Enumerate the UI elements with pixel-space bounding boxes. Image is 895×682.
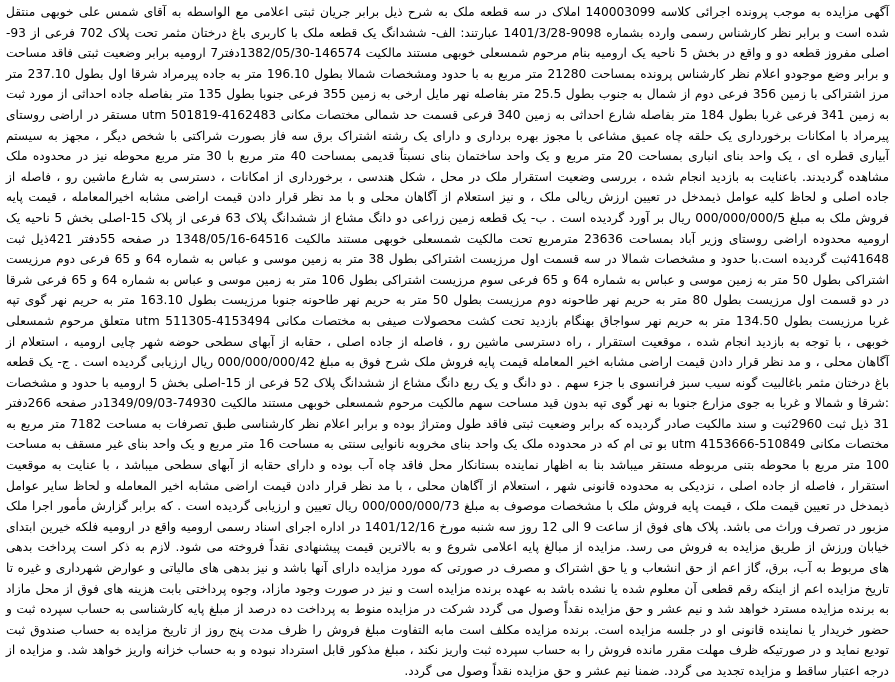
auction-notice-text: آگهی مزایده به موجب پرونده اجرائی کلاسه 140003099 املاک در سه قطعه ملک به شرح ذیل برابر جریان ثبتی اعلامی مع الواسطه به آقای شمس علی خوبهی منتقل شده است و برابر نظر کارشناس رسمی وارده بشماره 9098-1401/3/28 عبارتند: الف- ششدانگ یک قطعه ملک با کاربری باغ درختان مثمر تحت پلاک 702 فرعی از 93-اصلی مفروز قطعه دو و واقع در بخش 5 ناحیه یک ارومیه بنام مرحوم شمسعلی خوبهی مستند مالکیت 146574-1382/05/30دفتر7 ارومیه برابر وضعیت ثبتی فاقد مساحت و برابر وضع موجودو اعلام نظر کارشناس پرونده بمساحت 21280 متر مربع به با حدود ومشخصات شمالا بطول 196.10 متر به جاده پیرمراد شرقا اول بطول 237.10 متر مرز اشتراکی با زمین 356 فرعی دوم از شمال به جنوب بطول 25.5 متر بفاصله نهر مایل ارخی به زمین 355 فرعی جنوبا بطول 135 متر بفاصله جاده احداثی از مورد ثبت به زمین 341 فرعی غربا بطول 184 متر بفاصله شارع احداثی به زمین 340 فرعی قسمت حد شمالی مختصات مکانی utm 501819-4162483 مستقر در اراضی روستای پیرمراد با امکانات برخورداری یک حلقه چاه عمیق مشاعی با مجوز بهره برداری و دارای یک رشته اشتراک برق سه فاز بصورت شراکتی با شخص دیگر ، مجهز به سیستم آبیاری قطره ای ، یک واحد بنای انباری بمساحت 20 متر مربع و یک واحد ساختمان بنای نسبتاً قدیمی بمساحت 40 متر مربع با 30 متر مربع محوطه نیز در محدوده ملک مشاهده گردیدند. باعنایت به بازدید انجام شده ، بررسی وضعیت استقرار ملک در محل ، شکل هندسی ، برخورداری از امکانات ، دسترسی به شارع ماشین رو ، فاصله از جاده اصلی و لحاظ کلیه عوامل ذیمدخل در تعیین ارزش ریالی ملک ، و نیز استعلام از آگاهان محلی و با مد نظر قرار دادن قیمت اراضی مشابه اخیرالمعامله ، قیمت پایه فروش ملک به مبلغ 000/000/000/5 ریال بر آورد گردیده است . ب- یک قطعه زمین زراعی دو دانگ مشاع از ششدانگ پلاک 63 فرعی از پلاک 15-اصلی بخش 5 ناحیه یک ارومیه محدوده اراضی روستای وزیر آباد بمساحت 23636 مترمربع تحت مالکیت شمسعلی خوبهی مستند مالکیت 64516-1348/05/16 در صفحه 55دفتر 421ذیل ثبت 41648ثبت گردیده است.با حدود و مشخصات شمالا در سه قسمت اول مرزیست اشتراکی بطول 38 متر به زمین موسی و عباس به شماره 64 و 65 فرعی دوم مرزیست اشتراکی بطول 50 متر به زمین موسی و عباس به شماره 64 و 65 فرعی سوم مرزیست اشتراکی بطول 106 متر به زمین موسی و عباس به شماره 64 و 65 فرعی شرقا در دو قسمت اول مرزیست بطول 80 متر به حریم نهر طاحونه دوم مرزیست بطول 50 متر به حریم نهر طاحونه جنوبا مرزیست بطول 163.10 متر به حریم نهر گوی تپه غربا مرزیست بطول 134.50 متر به حریم نهر سواجاق بهنگام بازدید تحت کشت محصولات صیفی به مختصات مکانی utm 511305-4153494 متعلق مرحوم شمسعلی خوبهی ، با توجه به بازدید انجام شده ، موقعیت استقرار ، راه دسترسی ماشین رو ، فاصله از جاده اصلی ، حقابه از آبهای سطحی حوضه شهر چایی ارومیه ، استعلام از آگاهان محلی ، و مد نظر قرار دادن قیمت اراضی مشابه اخیر المعامله قیمت پایه فروش ملک شرح فوق به مبلغ 000/000/000/42 ریال ارزیابی گردیده است . ج- یک قطعه باغ درختان مثمر باغالبیت گونه سیب سبز فرانسوی با جزء سهم . دو دانگ و یک ربع دانگ مشاع از ششدانگ پلاک 52 فرعی از 15-اصلی بخش 5 ارومیه با حدود و مشخصات :شرقا و شمالا و غربا به جوی مزارع جنوبا به نهر گوی تپه بدون قید مساحت سهم مالکیت مرحوم شمسعلی خوبهی مستند مالکیت 74930-1349/09/03در صفحه 266دفتر 31 ذیل ثبت 2960ثبت و سند مالکیت صادر گردیده که برابر وضعیت ثبتی فاقد طول ومتراژ بوده و برابر اعلام نظر کارشناسی طبق تصرفات به مساحت 7182 متر مربع به مختصات مکانی 510849-4153666 utm بو تی ام که در محدوده ملک یک واحد بنای مخروبه نانوایی سنتی به مساحت 16 متر مربع و یک واحد بنای غیر مسقف به مساحت 100 متر مربع با محوطه بتنی مربوطه مستقر میباشد بنا به اظهار نماینده بستانکار محل فاقد چاه آب بوده و دارای حقابه از آبهای سطحی میباشد ، با عنایت به موقعیت استقرار ، فاصله از جاده اصلی ، نزدیکی به محدوده قانونی شهر ، استعلام از آگاهان محلی ، با مد نظر قرار دادن قیمت اراضی مشابه اخیر المعامله و لحاظ سایر عوامل ذیمدخل در تعیین قیمت ملک ، قیمت پایه فروش ملک با مشخصات موصوف به مبلغ 000/000/000/73 ریال تعیین و ارزیابی گردیده است . که برابر گزارش مأمور اجرا ملک مزبور در تصرف وراث می باشد. پلاک های فوق از ساعت 9 الی 12 روز سه شنبه مورخ 1401/12/16 در اداره اجرای اسناد رسمی ارومیه واقع در ارومیه فلکه خیرین ابتدای خیابان ورزش از طریق مزایده به فروش می رسد. مزایده از مبالغ پایه اعلامی شروع و به بالاترین قیمت پیشنهادی نقداً فروخته می شود. لازم به ذکر است پرداخت بدهی های مربوط به آب، برق، گاز اعم از حق انشعاب و یا حق اشتراک و مصرف در صورتی که مورد مزایده دارای آنها باشد و نیز بدهی های مالیاتی و عوارض شهرداری و غیره تا تاریخ مزایده اعم از اینکه رقم قطعی آن معلوم شده یا نشده باشد به عهده برنده مزایده است و نیز در صورت وجود مازاد، وجوه پرداختی بابت هزینه های فوق از محل مازاد به برنده مزایده مسترد خواهد شد و نیم عشر و حق مزایده نقداً وصول می گردد شرکت در مزایده منوط به پرداخت ده درصد از مبلغ پایه کارشناسی به حساب سپرده ثبت و حضور خریدار یا نماینده قانونی او در جلسه مزایده است. برنده مزایده مکلف است مابه التفاوت مبلغ فروش را ظرف مدت پنج روز از تاریخ مزایده به حساب صندوق ثبت تودیع نماید و در صورتیکه ظرف مهلت مقرر مانده فروش را به حساب سپرده ثبت واریز نکند ، مبلغ مذکور قابل استرداد نبوده و به حساب خزانه واریز خواهد شد. و مزایده از درجه اعتبار ساقط و مزایده تجدید می گردد. ضمنا نیم عشر و حق مزایده نقداً وصول می گردد. xyxy=(5,5,890,678)
